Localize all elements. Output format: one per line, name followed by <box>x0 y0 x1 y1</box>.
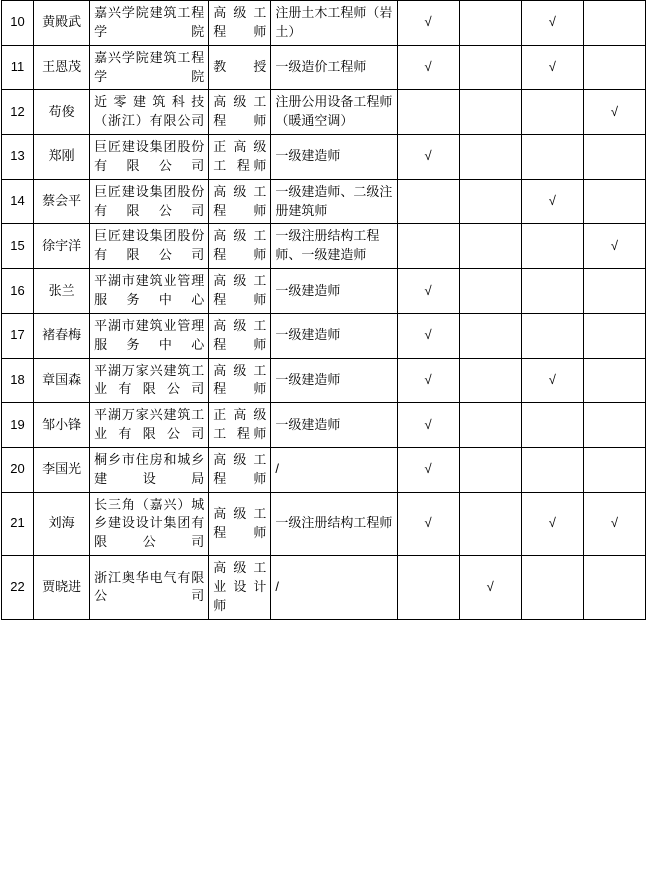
row-index: 14 <box>2 179 34 224</box>
row-index: 11 <box>2 45 34 90</box>
row-mark-4 <box>583 1 645 46</box>
row-mark-3: √ <box>521 358 583 403</box>
row-mark-2 <box>459 224 521 269</box>
row-title: 正 高 级 工 程师 <box>209 135 271 180</box>
row-org: 长三角（嘉兴）城乡建设设计集团有限公司 <box>90 492 209 556</box>
row-index: 17 <box>2 313 34 358</box>
expert-roster-table <box>1 0 646 620</box>
row-mark-1 <box>397 556 459 620</box>
row-name: 贾晓进 <box>34 556 90 620</box>
row-mark-1 <box>397 90 459 135</box>
row-cert: 一级建造师 <box>271 269 397 314</box>
row-org: 嘉兴学院建筑工程学院 <box>90 1 209 46</box>
row-name: 王恩茂 <box>34 45 90 90</box>
row-mark-4: √ <box>583 224 645 269</box>
row-mark-2 <box>459 90 521 135</box>
row-index: 21 <box>2 492 34 556</box>
row-mark-2 <box>459 269 521 314</box>
table-row <box>2 358 646 403</box>
table-row <box>2 45 646 90</box>
row-mark-1: √ <box>397 492 459 556</box>
table-row <box>2 403 646 448</box>
row-mark-3 <box>521 403 583 448</box>
row-org: 平湖万家兴建筑工业有限公司 <box>90 403 209 448</box>
row-mark-3 <box>521 556 583 620</box>
row-title: 教授 <box>209 45 271 90</box>
row-mark-2 <box>459 45 521 90</box>
row-mark-4: √ <box>583 90 645 135</box>
row-mark-2 <box>459 492 521 556</box>
row-mark-3: √ <box>521 179 583 224</box>
row-name: 刘海 <box>34 492 90 556</box>
row-cert: 注册公用设备工程师（暖通空调） <box>271 90 397 135</box>
row-cert: / <box>271 556 397 620</box>
row-mark-3: √ <box>521 45 583 90</box>
row-title: 高 级 工 业 设 计 师 <box>209 556 271 620</box>
row-index: 16 <box>2 269 34 314</box>
row-mark-4 <box>583 556 645 620</box>
row-mark-2 <box>459 135 521 180</box>
row-name: 褚春梅 <box>34 313 90 358</box>
row-mark-3 <box>521 313 583 358</box>
row-mark-1: √ <box>397 447 459 492</box>
row-mark-3 <box>521 269 583 314</box>
table-row <box>2 179 646 224</box>
row-title: 高 级 工 程 师 <box>209 224 271 269</box>
row-mark-4 <box>583 358 645 403</box>
row-mark-1: √ <box>397 403 459 448</box>
row-title: 高 级 工 程 师 <box>209 492 271 556</box>
row-org: 平湖万家兴建筑工业有限公司 <box>90 358 209 403</box>
table-row <box>2 269 646 314</box>
table-row <box>2 447 646 492</box>
table-row <box>2 1 646 46</box>
row-mark-3: √ <box>521 1 583 46</box>
table-body <box>2 1 646 620</box>
row-name: 黄殿武 <box>34 1 90 46</box>
row-name: 郑刚 <box>34 135 90 180</box>
row-index: 13 <box>2 135 34 180</box>
row-mark-1: √ <box>397 269 459 314</box>
row-org: 浙江奥华电气有限公司 <box>90 556 209 620</box>
row-name: 蔡会平 <box>34 179 90 224</box>
row-index: 15 <box>2 224 34 269</box>
row-org: 近 零 建 筑 科 技（浙江）有限公司 <box>90 90 209 135</box>
row-org: 嘉兴学院建筑工程学院 <box>90 45 209 90</box>
row-mark-2 <box>459 403 521 448</box>
row-cert: 一级建造师 <box>271 135 397 180</box>
table-row <box>2 224 646 269</box>
row-index: 10 <box>2 1 34 46</box>
row-cert: 一级建造师 <box>271 313 397 358</box>
row-index: 19 <box>2 403 34 448</box>
row-title: 高 级 工 程 师 <box>209 447 271 492</box>
table-row <box>2 556 646 620</box>
row-org: 桐乡市住房和城乡建设局 <box>90 447 209 492</box>
row-org: 巨匠建设集团股份有限公司 <box>90 224 209 269</box>
row-title: 高 级 工 程 师 <box>209 1 271 46</box>
row-name: 章国森 <box>34 358 90 403</box>
row-cert: 一级造价工程师 <box>271 45 397 90</box>
table-row <box>2 313 646 358</box>
row-name: 邹小锋 <box>34 403 90 448</box>
row-mark-3 <box>521 135 583 180</box>
row-mark-2 <box>459 1 521 46</box>
row-title: 正 高 级 工 程师 <box>209 403 271 448</box>
row-mark-1 <box>397 179 459 224</box>
row-mark-4 <box>583 45 645 90</box>
row-mark-2 <box>459 358 521 403</box>
table-row <box>2 135 646 180</box>
row-mark-1 <box>397 224 459 269</box>
row-mark-4 <box>583 135 645 180</box>
row-cert: 一级注册结构工程师、一级建造师 <box>271 224 397 269</box>
row-name: 李国光 <box>34 447 90 492</box>
row-name: 徐宇洋 <box>34 224 90 269</box>
row-cert: 一级注册结构工程师 <box>271 492 397 556</box>
row-title: 高 级 工 程 师 <box>209 179 271 224</box>
row-mark-4: √ <box>583 492 645 556</box>
row-title: 高 级 工 程 师 <box>209 313 271 358</box>
row-cert: 注册土木工程师（岩土） <box>271 1 397 46</box>
row-mark-3 <box>521 447 583 492</box>
row-mark-4 <box>583 313 645 358</box>
row-mark-4 <box>583 403 645 448</box>
row-title: 高 级 工 程 师 <box>209 90 271 135</box>
row-org: 巨匠建设集团股份有限公司 <box>90 179 209 224</box>
row-cert: 一级建造师 <box>271 403 397 448</box>
row-index: 20 <box>2 447 34 492</box>
row-cert: 一级建造师、二级注册建筑师 <box>271 179 397 224</box>
row-org: 平湖市建筑业管理服务中心 <box>90 313 209 358</box>
row-mark-1: √ <box>397 358 459 403</box>
row-org: 平湖市建筑业管理服务中心 <box>90 269 209 314</box>
row-mark-2 <box>459 313 521 358</box>
row-name: 苟俊 <box>34 90 90 135</box>
row-mark-1: √ <box>397 135 459 180</box>
row-cert: / <box>271 447 397 492</box>
row-mark-4 <box>583 269 645 314</box>
row-mark-2 <box>459 447 521 492</box>
row-mark-2 <box>459 179 521 224</box>
row-org: 巨匠建设集团股份有限公司 <box>90 135 209 180</box>
row-mark-3 <box>521 224 583 269</box>
row-mark-4 <box>583 447 645 492</box>
table-row <box>2 90 646 135</box>
row-mark-3: √ <box>521 492 583 556</box>
row-title: 高 级 工 程 师 <box>209 358 271 403</box>
row-index: 12 <box>2 90 34 135</box>
row-cert: 一级建造师 <box>271 358 397 403</box>
row-mark-1: √ <box>397 1 459 46</box>
row-name: 张兰 <box>34 269 90 314</box>
row-index: 18 <box>2 358 34 403</box>
row-mark-2: √ <box>459 556 521 620</box>
row-mark-1: √ <box>397 45 459 90</box>
row-index: 22 <box>2 556 34 620</box>
row-mark-1: √ <box>397 313 459 358</box>
row-mark-4 <box>583 179 645 224</box>
row-title: 高 级 工 程 师 <box>209 269 271 314</box>
table-row <box>2 492 646 556</box>
row-mark-3 <box>521 90 583 135</box>
